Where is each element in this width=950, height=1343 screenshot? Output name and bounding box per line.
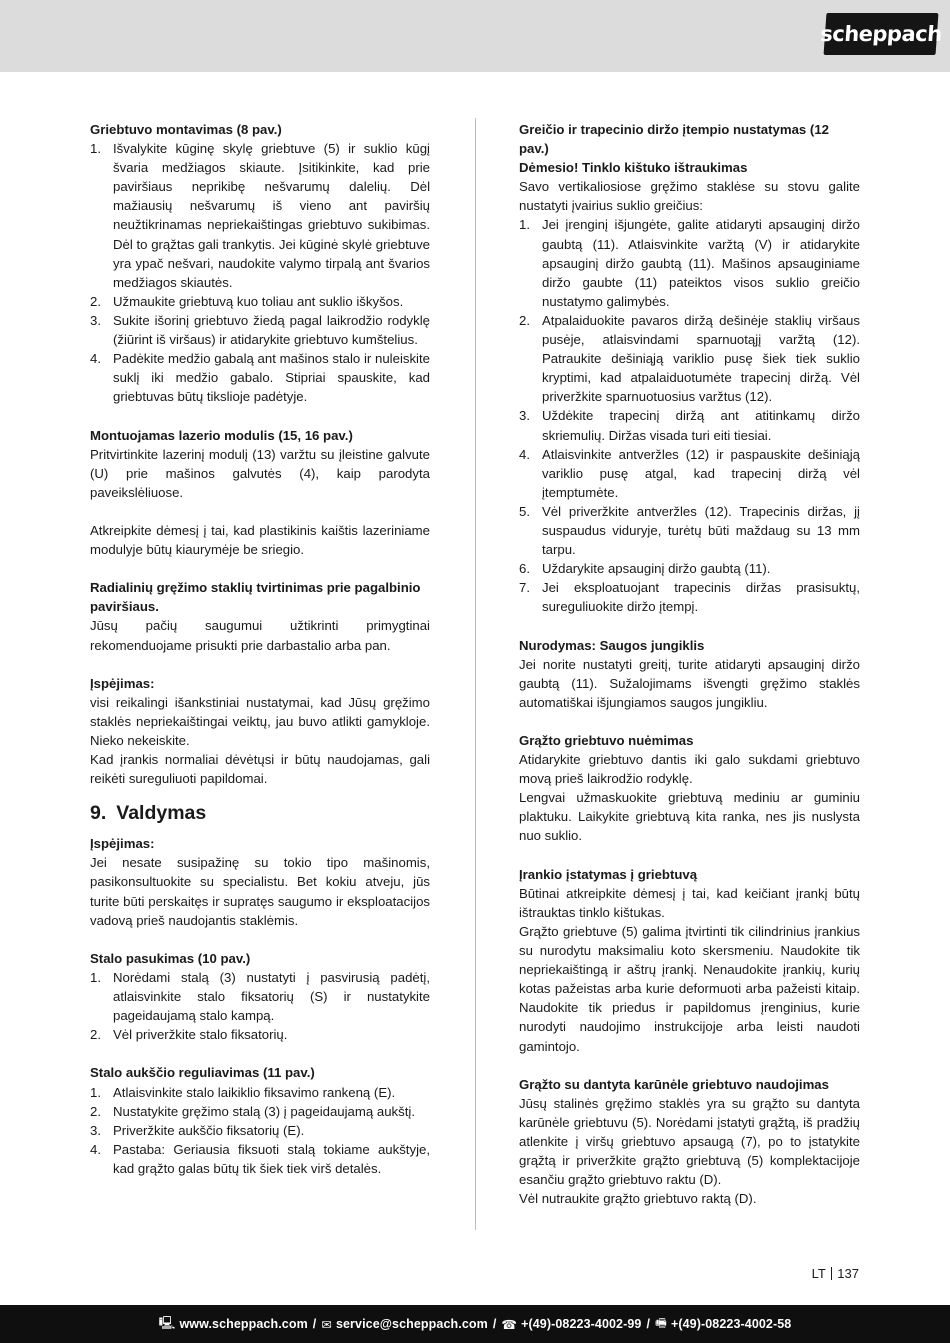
heading-safety-switch: Nurodymas: Saugos jungiklis xyxy=(519,637,705,653)
paragraph: Jei nesate susipažinę su tokio tipo mašinomis, pasikonsultuokite su specialistu. Bet kokiu atveju, jūs turite būti perskaitęs ir supratęs saugumo ir eksploatacijos vadovą prieš naudojantis staklėmis. xyxy=(90,855,430,928)
list-item: 6. Uždarykite apsauginį diržo gaubtą (11). xyxy=(519,561,771,577)
heading-table-height: Stalo aukščio reguliavimas (11 pav.) xyxy=(90,1065,315,1081)
paragraph: Būtinai atkreipkite dėmesį į tai, kad keičiant įrankį būtų ištrauktas tinklo kištukas. xyxy=(519,885,860,920)
phone-number: +(49)-08223-4002-99 xyxy=(521,1317,642,1331)
phone-icon: ☎ xyxy=(501,1317,518,1332)
paragraph: Jūsų stalinės gręžimo staklės yra su grąžto su dantyta karūnėle griebtuvu (5). Norėdami įstatyti grąžtą, iš pradžių atlenkite į viršų griebtuvo apsaugą (7), po to įstatykite grąžtą ir priveržkite grąžto griebtuvą (5) komplektacijoje esančiu grąžto griebtuvo raktu (D). xyxy=(519,1095,860,1188)
contact-footer xyxy=(0,1305,950,1343)
list-item: 3. Sukite išorinį griebtuvo žiedą pagal laikrodžio rodyklę (žiūrint iš viršaus) ir atidarykite griebtuvo kumštelius. xyxy=(90,312,430,348)
list-item: 5. Vėl priveržkite antveržles (12). Trapecinis diržas, jį suspaudus viduryje, turėtų būti maždaug su 13 mm tarpu. xyxy=(519,503,860,558)
speed-steps xyxy=(519,215,860,616)
left-column xyxy=(90,120,430,1178)
paragraph: Atidarykite griebtuvo dantis iki galo sukdami griebtuvo movą prieš laikrodžio rodyklę. xyxy=(519,752,860,787)
list-item: 2. Atpalaiduokite pavaros diržą dešinėje staklių viršaus pusėje, atlaisvindami sparnuotąjį varžtą (12). Patraukite dešiniąją variklio pusę šiek tiek suklio kryptimi, kad atpalaiduotumėte trapecinį diržą. Vėl priveržkite sparnuotuosius varžtus (12). xyxy=(519,312,860,405)
list-item: 2. Vėl priveržkite stalo fiksatorių. xyxy=(90,1027,288,1043)
chuck-mount-steps xyxy=(90,139,430,406)
paragraph: visi reikalingi išankstiniai nustatymai, kad Jūsų gręžimo staklės nepriekaištingai veiktų, jau buvo atlikti gamykloje. Nieko nekeiskite. xyxy=(90,694,430,748)
list-item: 3. Priveržkite aukščio fiksatorių (E). xyxy=(90,1122,305,1138)
heading-speed: Greičio ir trapecinio diržo įtempio nustatymas (12 pav.) xyxy=(519,122,829,157)
table-height-steps xyxy=(90,1083,430,1178)
column-divider xyxy=(475,118,476,1230)
section-number: 9. xyxy=(90,802,107,825)
paragraph: Savo vertikaliosiose gręžimo staklėse su stovu galite nustatyti įvairius suklio greičius: xyxy=(519,179,860,214)
section-title xyxy=(90,800,430,826)
paragraph: Grąžto griebtuve (5) galima įtvirtinti tik cilindrinius įrankius su nurodytu maksimaliu koto skersmeniu. Naudokite tik nepriekaištingą ir aštrų įrankį. Nenaudokite įrankių, kurių kotas pažeistas arba kurie deformuoti arba pažeisti kitaip. Naudokite tik priedus ir papildomus įrenginius, kurie nurodyti naudojimo instrukcijoje arba leisti naudoti gamintojo. xyxy=(519,923,860,1054)
list-item: 1. Jei įrenginį išjungėte, galite atidaryti apsauginį diržo gaubtą (11). Atlaisvinkite varžtą (V) ir atidarykite apsauginį diržo gaubtą (11). Mašinos apsauginiame diržo gaubte (11) pateiktos visos suklio greičio nustatymo galimybės. xyxy=(519,217,860,309)
heading-warning: Įspėjimas: xyxy=(90,675,155,691)
language-code: LT xyxy=(811,1266,826,1281)
list-item: 4. Atlaisvinkite antveržles (12) ir paspauskite dešiniąją variklio pusę atgal, kad trapecinį diržą vėl įtemptumėte. xyxy=(519,446,860,500)
right-column xyxy=(519,120,860,1208)
paragraph: Atkreipkite dėmesį į tai, kad plastikinis kaištis lazeriniame modulyje būtų kiaurymėje be sriegio. xyxy=(90,522,430,558)
mail-icon: ✉ xyxy=(321,1317,332,1332)
footer-separator: / xyxy=(646,1317,651,1331)
footer-separator: / xyxy=(312,1317,317,1331)
heading-warning: Įspėjimas: xyxy=(90,836,155,852)
fax-icon: 🖷 xyxy=(655,1315,667,1330)
heading-chuck-mount: Griebtuvo montavimas (8 pav.) xyxy=(90,122,282,137)
heading-table-swivel: Stalo pasukimas (10 pav.) xyxy=(90,950,251,966)
list-item: 7. Jei eksploatuojant trapecinis diržas prasisuktų, sureguliuokite diržo įtempį. xyxy=(519,580,860,615)
footer-separator: / xyxy=(492,1317,497,1331)
heading-chuck-removal: Grąžto griebtuvo nuėmimas xyxy=(519,733,694,748)
page-number-separator xyxy=(831,1267,833,1280)
heading-keyed-chuck: Grąžto su dantyta karūnėle griebtuvo naudojimas xyxy=(519,1076,829,1092)
paragraph: Pritvirtinkite lazerinį modulį (13) varžtu su įleistine galvute (U) prie mašinos galvutės (4), kaip parodyta paveikslėliuose. xyxy=(90,446,430,500)
paragraph: Lengvai užmaskuokite griebtuvą mediniu ar guminiu plaktuku. Laikykite griebtuvą kita ranka, nes jis nuslysta nuo suklio. xyxy=(519,790,860,844)
computer-icon: 🖳 xyxy=(158,1315,176,1330)
list-item: 1. Norėdami stalą (3) nustatyti į pasvirusią padėtį, atlaisvinkite stalo fiksatorių (S) ir nustatykite pageidaujamą stalo kampą. xyxy=(90,969,430,1024)
heading-tool-insert: Įrankio įstatymas į griebtuvą xyxy=(519,866,698,882)
list-item: 2. Nustatykite gręžimo stalą (3) į pageidaujamą aukštį. xyxy=(90,1103,415,1119)
list-item: 1. Atlaisvinkite stalo laikiklio fiksavimo rankeną (E). xyxy=(90,1084,396,1100)
attention-note: Dėmesio! Tinklo kištuko ištraukimas xyxy=(519,160,748,176)
list-item: 4. Pastaba: Geriausia fiksuoti stalą tokiame aukštyje, kad grąžto galas būtų tik šiek tiek virš detalės. xyxy=(90,1141,430,1176)
fax-number: +(49)-08223-4002-58 xyxy=(670,1317,792,1331)
paragraph: Vėl nutraukite grąžto griebtuvo raktą (D). xyxy=(519,1191,757,1207)
list-item: 4. Padėkite medžio gabalą ant mašinos stalo ir nuleiskite suklį iki medžio gabalo. Stipriai spauskite, kad griebtuvas būtų tikslioje padėtyje. xyxy=(90,351,430,405)
heading-fixing: Radialinių gręžimo staklių tvirtinimas prie pagalbinio paviršiaus. xyxy=(90,580,421,615)
heading-laser: Montuojamas lazerio modulis (15, 16 pav.) xyxy=(90,427,353,443)
list-item: 1. Išvalykite kūginę skylę griebtuve (5) ir suklio kūgį švaria medžiagos skiaute. Įsitikinkite, kad prie paviršiaus neprikibę nešvarumų dalelių. Dėl mažiausių nešvarumų iš vieno ant paviršių neužtikrinamas nepriekaištingas griebtuvo sukibimas. Dėl to grąžtas gali trankytis. Jei kūginė skylė griebtuve yra ypač nešvari, naudokite valymo tirpalą ant švarios medžiagos skiautės. xyxy=(90,141,430,290)
section-name: Valdymas xyxy=(116,802,207,825)
email-link[interactable]: service@scheppach.com xyxy=(335,1317,488,1331)
page-number-value: 137 xyxy=(837,1266,859,1281)
paragraph: Kad įrankis normaliai dėvėtųsi ir būtų naudojamas, gali reikėti sureguliuoti papildomai. xyxy=(90,752,430,787)
paragraph: Jei norite nustatyti greitį, turite atidaryti apsauginį diržo gaubtą (11). Sužalojimams išvengti gręžimo staklės automatiškai išjungiamos saugos jungikliu. xyxy=(519,656,860,710)
table-swivel-steps xyxy=(90,968,430,1044)
website-link[interactable]: www.scheppach.com xyxy=(179,1317,308,1331)
list-item: 2. Užmaukite griebtuvą kuo toliau ant suklio iškyšos. xyxy=(90,293,404,309)
header-band xyxy=(0,0,950,72)
list-item: 3. Uždėkite trapecinį diržą ant atitinkamų diržo skriemulių. Diržas visada turi eiti tiesiai. xyxy=(519,408,860,443)
paragraph: Jūsų pačių saugumui užtikrinti primygtinai rekomenduojame prisukti prie darbastalio arba pan. xyxy=(90,618,430,653)
brand-logo: scheppach xyxy=(824,13,939,55)
page-number xyxy=(812,1266,859,1281)
